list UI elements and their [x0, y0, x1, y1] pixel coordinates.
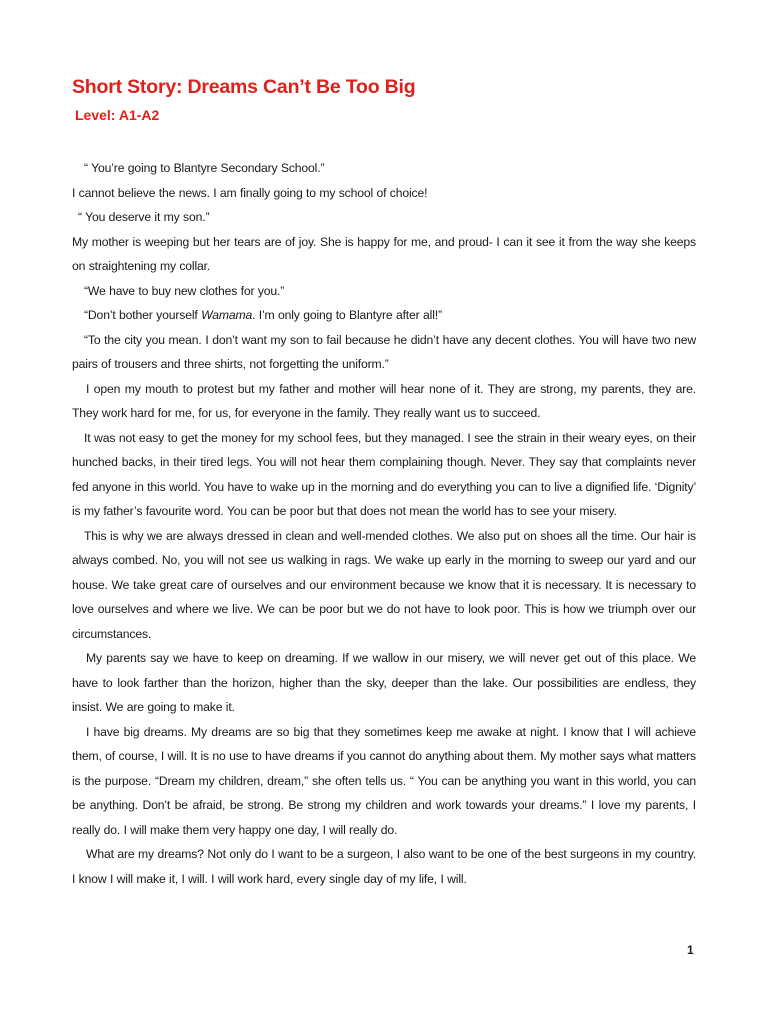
paragraph: “ You deserve it my son.”: [78, 210, 210, 224]
paragraph: What are my dreams? Not only do I want to be a surgeon, I also want to be one of the best surgeons in my country. I know I will make it, I will. I will work hard, every single day of my life, I will.: [72, 847, 696, 886]
paragraph: This is why we are always dressed in clean and well-mended clothes. We also put on shoes all the time. Our hair is always combed. No, you will not see us walking in rags. We wake up early in the morning to sweep our yard and our house. We take great care of ourselves and our environment because we know that it is necessary. It is necessary to love ourselves and where we live. We can be poor but we do not have to look poor. This is how we triumph over our circumstances.: [72, 528, 696, 641]
story-title: Short Story: Dreams Can’t Be Too Big: [72, 76, 416, 98]
page-number: 1: [687, 943, 694, 957]
paragraph-text: . I’m only going to Blantyre after all!”: [252, 308, 442, 322]
story-body: [72, 156, 696, 891]
emphasis-text: Wamama: [201, 308, 253, 322]
paragraph: My parents say we have to keep on dreaming. If we wallow in our misery, we will never get out of this place. We have to look farther than the horizon, higher than the sky, deeper than the lake. Our possibilities are endless, they insist. We are going to make it.: [72, 651, 696, 714]
paragraph: [72, 303, 696, 328]
paragraph: I open my mouth to protest but my father and mother will hear none of it. They are strong, my parents, they are. They work hard for me, for us, for everyone in the family. They really want us to succeed.: [72, 381, 696, 420]
paragraph: “ You’re going to Blantyre Secondary School.”: [84, 161, 325, 175]
paragraph: “To the city you mean. I don’t want my son to fail because he didn’t have any decent clothes. You will have two new pairs of trousers and three shirts, not forgetting the uniform.”: [72, 332, 696, 371]
paragraph: My mother is weeping but her tears are of joy. She is happy for me, and proud- I can it see it from the way she keeps on straightening my collar.: [72, 234, 696, 273]
paragraph: “We have to buy new clothes for you.”: [84, 283, 285, 298]
paragraph: I have big dreams. My dreams are so big that they sometimes keep me awake at night. I know that I will achieve them, of course, I will. It is no use to have dreams if you cannot do anything about them. My mother says what matters is the purpose. “Dream my children, dream,” she often tells us. “ You can be anything you want in this world, you can be anything. Don’t be afraid, be strong. Be strong my children and work towards your dreams.” I love my parents, I really do. I will make them very happy one day, I will really do.: [72, 724, 696, 837]
paragraph: I cannot believe the news. I am finally going to my school of choice!: [72, 185, 428, 200]
paragraph: It was not easy to get the money for my school fees, but they managed. I see the strain in their weary eyes, on their hunched backs, in their tired legs. You will not hear them complaining though. Never. They say that complaints never fed anyone in this world. You have to wake up in the morning and do everything you can to live a dignified life. ‘Dignity’ is my father’s favourite word. You can be poor but that does not mean the world has to see your misery.: [72, 430, 696, 518]
level-label: Level: A1-A2: [75, 107, 160, 123]
paragraph-text: “Don’t bother yourself: [84, 308, 202, 322]
